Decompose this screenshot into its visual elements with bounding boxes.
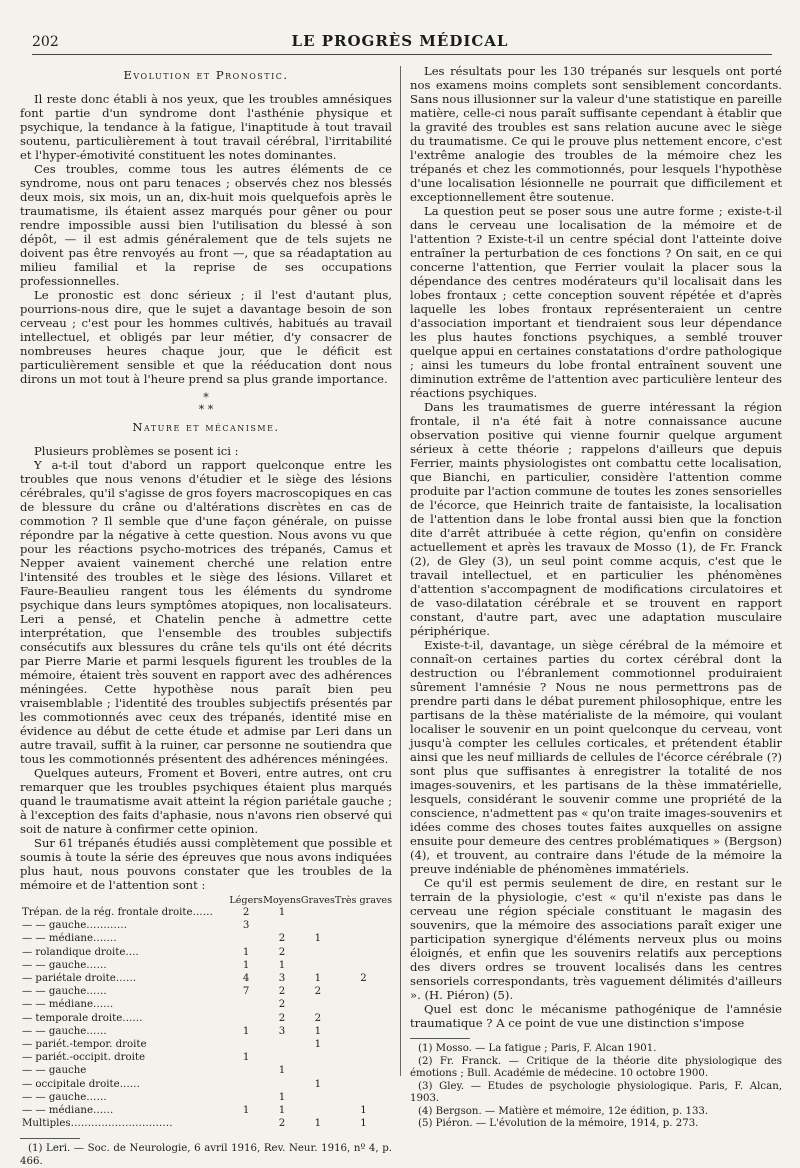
row-label: — pariétale droite…… xyxy=(22,973,137,985)
footnote: (4) Bergson. — Matière et mémoire, 12e édition, p. 133. xyxy=(418,1105,709,1117)
table-cell xyxy=(263,1038,301,1051)
table-cell: 1 xyxy=(242,959,250,971)
table-row xyxy=(20,1012,392,1025)
row-label: — — médiane……. xyxy=(22,933,117,945)
table-cell: 2 xyxy=(278,933,286,945)
row-label: Multiples………………………… xyxy=(22,1118,173,1130)
table-header-row xyxy=(20,896,392,906)
table-row xyxy=(20,919,392,932)
paragraph: Existe-t-il, davantage, un siège cérébral de la mémoire et connaît-on certaines parties du cortex cérébral dont la destruction ou l'ébranlement commotionnel produiraient sûrement l'amnésie ? Nous ne nous permettrons pas de prendre parti dans le débat purement philosophique, entre les partisans de la thèse matérialiste de la mémoire, qui voulant localiser le souvenir en un point quelconque du cerveau, vont jusqu'à compter les cellules corticales, et prétendent établir ainsi que les neuf milliards de cellules de l'écorce cérébrale (?) sont plus que suffisantes à enregistrer la totalité de nos images-souvenirs, et les partisans de la thèse immatérielle, lesquels, considérant le souvenir comme une propriété de la conscience, n'admettent pas « qu'on traite images-souvenirs et idées comme des choses toutes faites auxquelles on assigne ensuite pour demeure des centres problématiques » (Bergson) (4), et trouvent, au contraire dans l'étude de la mémoire la preuve indéniable de phénomènes immatériels. xyxy=(410,638,782,876)
row-label: — — gauche…… xyxy=(22,1091,107,1103)
row-label: — — gauche…… xyxy=(22,986,107,998)
table-header: Moyens xyxy=(263,895,301,906)
row-label: Trépan. de la rég. frontale droite…… xyxy=(22,907,213,918)
table-cell xyxy=(335,1051,392,1064)
table-cell xyxy=(301,1091,335,1104)
footnote: (2) Fr. Franck. — Critique de la théorie dite physiologique des émotions ; Bull. Académie de médecine. 10 octobre 1900. xyxy=(410,1055,782,1079)
table-cell xyxy=(335,1038,392,1051)
table-cell: 2 xyxy=(278,1012,286,1024)
table-row xyxy=(20,1117,392,1130)
table-row xyxy=(20,932,392,945)
row-label: — — médiane…… xyxy=(22,999,114,1011)
row-label: — pariét.-tempor. droite xyxy=(22,1039,147,1051)
table-cell: 1 xyxy=(278,959,286,971)
table-cell xyxy=(335,919,392,932)
table-cell xyxy=(301,906,335,919)
table-header: Légers xyxy=(229,895,263,906)
table-cell xyxy=(335,998,392,1011)
row-label: — pariét.-occipit. droite xyxy=(22,1052,146,1064)
table-cell: 3 xyxy=(278,973,286,985)
table-cell xyxy=(301,1104,335,1117)
paragraph: Y a-t-il tout d'abord un rapport quelconque entre les troubles que nous venons d'étudier et le siège des lésions cérébrales, qu'il s'agisse de gros foyers macroscopiques en cas de blessure du crâne ou d'altérations discrètes en cas de commotion ? Il semble que d'une façon générale, on puisse répondre par la négative à cette question. Nous avons vu que pour les réactions psycho-motrices des trépanés, Camus et Nepper avaient vainement cherché une relation entre l'intensité des troubles et le siège des lésions. Villaret et Faure-Beaulieu rangent tous les éléments du syndrome psychique dans leurs symptômes atopiques, non localisateurs. Leri a pensé, et Chatelin penche à admettre cette interprétation, que l'ensemble des troubles subjectifs consécutifs aux blessures du crâne tels qu'ils ont été décrits par Pierre Marie et parmi lesquels figurent les troubles de la mémoire, étaient très souvent en rapport avec des adhérences méningées. Cette hypothèse nous paraît bien peu vraisemblable ; l'identité des troubles subjectifs présentés par les commotionnés avec ceux des trépanés, identité mise en évidence au début de cette étude et admise par Leri dans un autre travail, suffit à la ruiner, car personne ne soutiendra que tous les commotionnés présentent des adhérences méningées. xyxy=(20,458,392,766)
paragraph: Ce qu'il est permis seulement de dire, en restant sur le terrain de la physiologie, c'est « qu'il n'existe pas dans le cerveau une région spéciale constituant le magasin des souvenirs, que la mémoire des associations paraît exiger une participation synergique d'éléments nerveux plus ou moins éloignés, et enfin que les souvenirs relatifs aux perceptions des divers ordres se trouvent localisés dans les centres sensoriels correspondants, très vaguement délimités d'ailleurs ». (H. Piéron) (5). xyxy=(410,876,782,1002)
paragraph: Le pronostic est donc sérieux ; il l'est d'autant plus, pourrions-nous dire, que le sujet a davantage besoin de son cerveau ; c'est pour les hommes cultivés, habitués au travail intellectuel, et obligés par leur métier, d'y consacrer de nombreuses heures chaque jour, que le déficit est particulièrement sensible et que la rééducation dont nous dirons un mot tout à l'heure prend sa plus grande importance. xyxy=(20,288,392,386)
page-header xyxy=(18,30,782,54)
row-label: — occipitale droite…… xyxy=(22,1078,140,1090)
trepanation-table xyxy=(20,896,392,1130)
table-cell xyxy=(263,1078,301,1091)
table-cell xyxy=(335,932,392,945)
paragraph: Ces troubles, comme tous les autres éléments de ce syndrome, nous ont paru tenaces ; observés chez nos blessés deux mois, six mois, un an, dix-huit mois quelquefois après le traumatisme, ils étaient assez marqués pour gêner ou pour rendre impossible aussi bien l'utilisation du blessé à son dépôt, — il est admis généralement que de tels sujets ne doivent pas être renvoyés au front —, que sa réadaptation au milieu familial et la reprise de ses occupations professionnelles. xyxy=(20,162,392,288)
table-cell: 2 xyxy=(278,1118,286,1130)
table-cell xyxy=(335,1064,392,1077)
table-row xyxy=(20,1064,392,1077)
table-row xyxy=(20,1104,392,1117)
paragraph: Il reste donc établi à nos yeux, que les troubles amnésiques font partie d'un syndrome dont l'asthénie physique et psychique, la tendance à la fatigue, l'inaptitude à tout travail soutenu, particulièrement à tout travail cérébral, l'irritabilité et l'hyper-émotivité constituent les notes dominantes. xyxy=(20,92,392,162)
paragraph: Sur 61 trépanés étudiés aussi complètement que possible et soumis à toute la série des épreuves que nous avons indiquées plus haut, nous pouvons constater que les troubles de la mémoire et de l'attention sont : xyxy=(20,836,392,892)
row-label: — — médiane…… xyxy=(22,1105,114,1117)
section-title-evolution: Evolution et Pronostic. xyxy=(123,68,289,82)
table-cell xyxy=(335,1012,392,1025)
table-cell: 1 xyxy=(314,933,322,945)
row-label: — — gauche…… xyxy=(22,959,107,971)
table-cell xyxy=(229,932,263,945)
footnote: (3) Gley. — Etudes de psychologie physiologique. Paris, F. Alcan, 1903. xyxy=(410,1080,782,1104)
table-row xyxy=(20,1025,392,1038)
table-cell: 7 xyxy=(242,986,250,998)
paragraph: Les résultats pour les 130 trépanés sur lesquels ont porté nos examens moins complets sont sensiblement concordants. Sans nous illusionner sur la valeur d'une statistique en pareille matière, celle-ci nous paraît suffisante cependant à établir que la gravité des troubles est sans relation aucune avec le siège du traumatisme. Ce qui le prouve plus nettement encore, c'est l'extrême analogie des troubles de la mémoire chez les trépanés et chez les commotionnés, pour lesquels l'hypothèse d'une localisation lésionnelle ne pourrait que difficilement et exceptionnellement être soutenue. xyxy=(410,64,782,204)
table-cell xyxy=(263,1051,301,1064)
paragraph: Quelques auteurs, Froment et Boveri, entre autres, ont cru remarquer que les troubles psychiques étaient plus marqués quand le traumatisme avait atteint la région pariétale gauche ; à l'exception des faits d'aphasie, nous n'avons rien observé qui soit de nature à confirmer cette opinion. xyxy=(20,766,392,836)
table-cell: 1 xyxy=(360,1105,367,1117)
table-cell: 1 xyxy=(242,1052,250,1064)
table-row xyxy=(20,1078,392,1091)
left-column xyxy=(20,64,392,1168)
table-cell: 1 xyxy=(278,1105,286,1117)
row-label: — — gauche………… xyxy=(22,920,128,932)
paragraph: Dans les traumatismes de guerre intéressant la région frontale, il n'a été fait à notre connaissance aucune observation positive qui vienne fournir quelque argument sérieux à cette théorie ; rappelons d'ailleurs que depuis Ferrier, maints physiologistes ont combattu cette localisation, que Bianchi, en particulier, considère l'attention comme produite par l'action commune de toutes les zones sensorielles de l'écorce, que Heinrich traite de fantaisiste, la localisation de l'attention dans le lobe frontal aussi bien que la fonction dite d'arrêt attribuée à cette région, qu'enfin on considère actuellement et après les travaux de Mosso (1), de Fr. Franck (2), de Gley (3), un seul point comme acquis, c'est que le travail intellectuel, et en particulier les phénomènes d'attention s'accompagnent de modifications circulatoires et de vaso-dilatation cérébrale et se trouvent en rapport constant, d'autre part, avec une adaptation musculaire périphérique. xyxy=(410,400,782,638)
table-cell: 1 xyxy=(278,1091,286,1103)
table-row xyxy=(20,959,392,972)
table-cell xyxy=(335,1025,392,1038)
table-cell xyxy=(229,1091,263,1104)
table-row xyxy=(20,972,392,985)
table-cell: 3 xyxy=(278,1025,286,1037)
table-row xyxy=(20,1038,392,1051)
table-cell xyxy=(229,1064,263,1077)
table-cell: 1 xyxy=(314,973,322,985)
table-cell: 1 xyxy=(242,1105,250,1117)
table-cell: 1 xyxy=(278,1065,286,1077)
table-cell xyxy=(335,959,392,972)
paragraph: La question peut se poser sous une autre forme ; existe-t-il dans le cerveau une localisation de la mémoire et de l'attention ? Existe-t-il un centre spécial dont l'atteinte doive entraîner la perturbation de ces fonctions ? On sait, en ce qui concerne l'attention, que Ferrier voulait la placer sous la dépendance des centres modérateurs qu'il localisait dans les lobes frontaux ; cette conception souvent répétée et d'après laquelle les lobes frontaux représenteraient un centre d'association important et tiendraient sous leur dépendance les plus hautes fonctions psychiques, a semblé trouver quelque appui en certaines constatations d'ordre pathologique ; ainsi les tumeurs du lobe frontal entraînent souvent une diminution extrême de l'attention avec particulière lenteur des réactions psychiques. xyxy=(410,204,782,400)
page-number: 202 xyxy=(32,34,59,50)
column-divider xyxy=(400,66,401,1076)
table-header: Graves xyxy=(300,895,335,906)
table-cell xyxy=(335,985,392,998)
table-cell xyxy=(229,1038,263,1051)
paragraph: Quel est donc le mécanisme pathogénique de l'amnésie traumatique ? A ce point de vue une distinction s'impose xyxy=(410,1002,782,1030)
table-cell: 1 xyxy=(314,1039,322,1051)
table-header: Très graves xyxy=(334,895,392,906)
header-rule xyxy=(32,54,772,55)
journal-title: LE PROGRÈS MÉDICAL xyxy=(291,32,509,50)
table-cell: 2 xyxy=(278,986,286,998)
table-cell xyxy=(335,1078,392,1091)
row-label: — — gauche xyxy=(22,1065,87,1077)
row-label: — rolandique droite…. xyxy=(22,946,139,958)
footnote: (5) Piéron. — L'évolution de la mémoire, 1914, p. 273. xyxy=(418,1118,699,1129)
table-cell: 1 xyxy=(314,1025,322,1037)
table-cell xyxy=(335,1091,392,1104)
table-cell xyxy=(335,906,392,919)
table-cell: 2 xyxy=(314,986,322,998)
table-cell: 2 xyxy=(314,1012,322,1024)
table-row xyxy=(20,946,392,959)
table-row xyxy=(20,1051,392,1064)
right-column xyxy=(410,64,782,1131)
paragraph: Plusieurs problèmes se posent ici : xyxy=(34,444,239,458)
table-cell xyxy=(301,919,335,932)
table-cell: 1 xyxy=(242,946,250,958)
table-cell xyxy=(301,1064,335,1077)
table-cell: 1 xyxy=(314,1118,322,1130)
table-cell xyxy=(229,998,263,1011)
footnote-rule xyxy=(20,1138,80,1139)
row-label: — — gauche…… xyxy=(22,1025,107,1037)
table-row xyxy=(20,985,392,998)
table-row xyxy=(20,998,392,1011)
table-cell: 2 xyxy=(360,973,367,985)
table-cell: 1 xyxy=(278,907,286,918)
table-cell xyxy=(263,919,301,932)
footnote: (1) Mosso. — La fatigue ; Paris, F. Alcan 1901. xyxy=(418,1043,657,1054)
table-cell xyxy=(229,1078,263,1091)
table-cell: 2 xyxy=(278,946,286,958)
table-row xyxy=(20,1091,392,1104)
section-separator-stars: * * * xyxy=(198,391,214,416)
section-title-nature: Nature et mécanisme. xyxy=(132,420,280,434)
table-cell: 2 xyxy=(278,999,286,1011)
row-label: — temporale droite…… xyxy=(22,1012,143,1024)
table-cell xyxy=(301,946,335,959)
table-cell: 1 xyxy=(314,1078,322,1090)
table-cell xyxy=(301,998,335,1011)
table-cell: 1 xyxy=(360,1118,367,1130)
table-cell: 1 xyxy=(242,1025,250,1037)
table-cell xyxy=(229,1012,263,1025)
table-cell xyxy=(301,959,335,972)
table-body xyxy=(20,906,392,1130)
footnote: (1) Leri. — Soc. de Neurologie, 6 avril 1916, Rev. Neur. 1916, nº 4, p. 466. xyxy=(20,1143,392,1167)
table-cell: 4 xyxy=(242,973,250,985)
footnote-rule xyxy=(410,1038,470,1039)
table-cell xyxy=(229,1117,263,1130)
table-cell xyxy=(301,1051,335,1064)
table-row xyxy=(20,906,392,919)
table-cell xyxy=(335,946,392,959)
table-cell: 2 xyxy=(242,907,250,918)
table-cell: 3 xyxy=(242,920,250,932)
